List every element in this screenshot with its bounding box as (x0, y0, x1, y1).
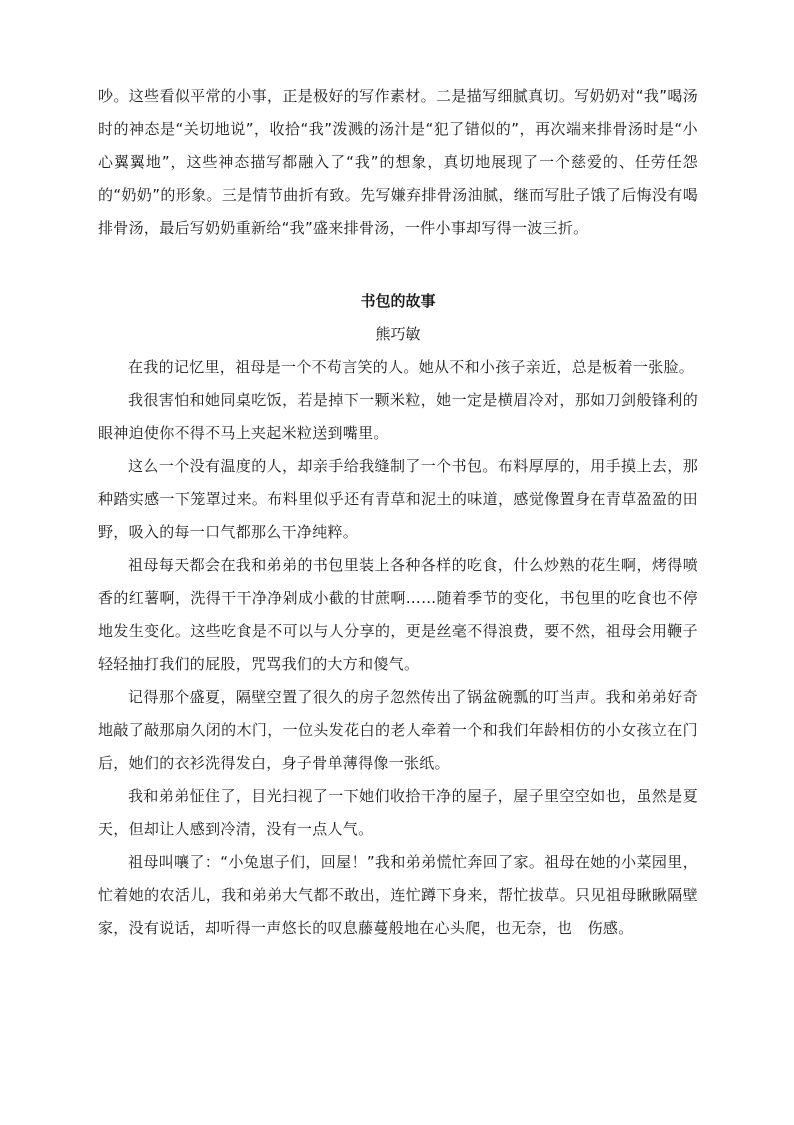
story-paragraph-2: 我很害怕和她同桌吃饭，若是掉下一颗米粒，她一定是横眉冷对，那如刀剑般锋利的眼神迫使你不得不马上夹起米粒送到嘴里。 (98, 391, 698, 442)
story-paragraph-6: 我和弟弟怔住了，目光扫视了一下她们收拾干净的屋子，屋子里空空如也，虽然是夏天，但却让人感到冷清，没有一点人气。 (98, 787, 698, 838)
intro-paragraph: 吵。这些看似平常的小事，正是极好的写作素材。二是描写细腻真切。写奶奶对“我”喝汤时的神态是“关切地说”，收拾“我”泼溅的汤汁是“犯了错似的”，再次端来排骨汤时是“小心翼翼地”，这些神态描写都融入了“我”的想象，真切地展现了一个慈爱的、任劳任怨的“奶奶”的形象。三是情节曲折有致。先写嫌弃排骨汤油腻，继而写肚子饿了后悔没有喝排骨汤，最后写奶奶重新给“我”盛来排骨汤，一件小事却写得一波三折。 (98, 87, 698, 237)
story-paragraph-4: 祖母每天都会在我和弟弟的书包里装上各种各样的吃食，什么炒熟的花生啊，烤得喷香的红薯啊，洗得干干净净剁成小截的甘蔗啊……随着季节的变化，书包里的吃食也不停地发生变化。这些吃食是不可以与人分享的，更是丝毫不得浪费，要不然，祖母会用鞭子轻轻抽打我们的屁股，咒骂我们的大方和傻气。 (98, 556, 698, 673)
section-spacer (98, 245, 698, 285)
story-author: 熊巧敏 (375, 325, 421, 343)
story-paragraph-5: 记得那个盛夏，隔壁空置了很久的房子忽然传出了锅盆碗瓢的叮当声。我和弟弟好奇地敲了敲那扇久闭的木门，一位头发花白的老人牵着一个和我们年龄相仿的小女孩立在门后，她们的衣衫洗得发白，身子骨单薄得像一张纸。 (98, 688, 698, 772)
story-title: 书包的故事 (360, 292, 436, 310)
story-paragraph-1: 在我的记忆里，祖母是一个不苟言笑的人。她从不和小孩子亲近，总是板着一张脸。 (128, 358, 695, 376)
story-paragraph-3: 这么一个没有温度的人，却亲手给我缝制了一个书包。布料厚厚的，用手摸上去，那种踏实感一下笼罩过来。布料里似乎还有青草和泥土的味道，感觉像置身在青草盈盈的田野，吸入的每一口气都那么干净纯粹。 (98, 457, 698, 541)
story-paragraph-7: 祖母叫嚷了：“小兔崽子们，回屋！”我和弟弟慌忙奔回了家。祖母在她的小菜园里，忙着她的农活儿，我和弟弟大气都不敢出，连忙蹲下身来，帮忙拔草。只见祖母瞅瞅隔壁家，没有说话，却听得一声悠长的叹息藤蔓般地在心头爬，也无奈，也 伤感。 (98, 853, 698, 937)
document-page (98, 80, 698, 945)
